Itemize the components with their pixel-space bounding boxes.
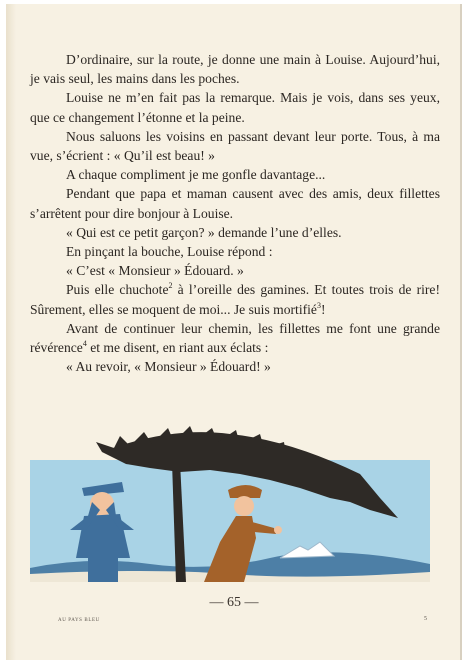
girl-head xyxy=(234,496,254,516)
footnote-ref-4: 4 xyxy=(82,339,87,349)
foliage-edge xyxy=(96,426,286,456)
paragraph-10-start: Avant de continuer leur chemin, les fillettes me font une grande révérence xyxy=(30,320,440,356)
boy-legs xyxy=(88,558,118,582)
paragraph-9 xyxy=(30,280,440,318)
page-number: — 65 — xyxy=(209,595,259,610)
paragraph-4: A chaque compliment je me gonfle davantage... xyxy=(66,167,326,183)
paragraph-7: En pinçant la bouche, Louise répond : xyxy=(66,244,273,260)
page-text xyxy=(30,50,440,376)
paragraph-8: « C’est « Monsieur » Édouard. » xyxy=(66,263,244,279)
paragraph-6: « Qui est ce petit garçon? » demande l’une d’elles. xyxy=(66,224,342,240)
paragraph-1: D’ordinaire, sur la route, je donne une main à Louise. Aujourd’hui, je vais seul, les mains dans les poches. xyxy=(30,52,440,87)
paragraph-10-end: et me disent, en riant aux éclats : xyxy=(86,340,269,356)
illustration xyxy=(30,418,430,582)
paragraph-9-middle: à l’oreille des gamines. Et toutes trois de rire! Sûrement, elles se moquent de moi... Je suis mortifié xyxy=(30,282,440,317)
paragraph-9-end: ! xyxy=(320,301,326,317)
girl-hand xyxy=(274,526,282,534)
paragraph-2: Louise ne m’en fait pas la remarque. Mais je vois, dans ses yeux, que ce changement l’étonne et la peine. xyxy=(30,90,440,125)
paragraph-9-start: Puis elle chuchote xyxy=(66,282,169,298)
paragraph-5: Pendant que papa et maman causent avec des amis, deux fillettes s’arrêtent pour dire bonjour à Louise. xyxy=(30,186,440,221)
footnote-ref-3: 3 xyxy=(316,300,321,310)
paragraph-11: « Au revoir, « Monsieur » Édouard! » xyxy=(66,359,271,375)
paragraph-3: Nous saluons les voisins en passant devant leur porte. Tous, à ma vue, s’écrient : « Qu’il est beau! » xyxy=(30,128,440,164)
footer-signature-mark: 5 xyxy=(424,616,427,622)
footer-book-title: AU PAYS BLEU xyxy=(58,618,100,623)
footnote-ref-2: 2 xyxy=(168,281,173,291)
book-page xyxy=(6,4,462,660)
paragraph-10 xyxy=(30,319,440,357)
